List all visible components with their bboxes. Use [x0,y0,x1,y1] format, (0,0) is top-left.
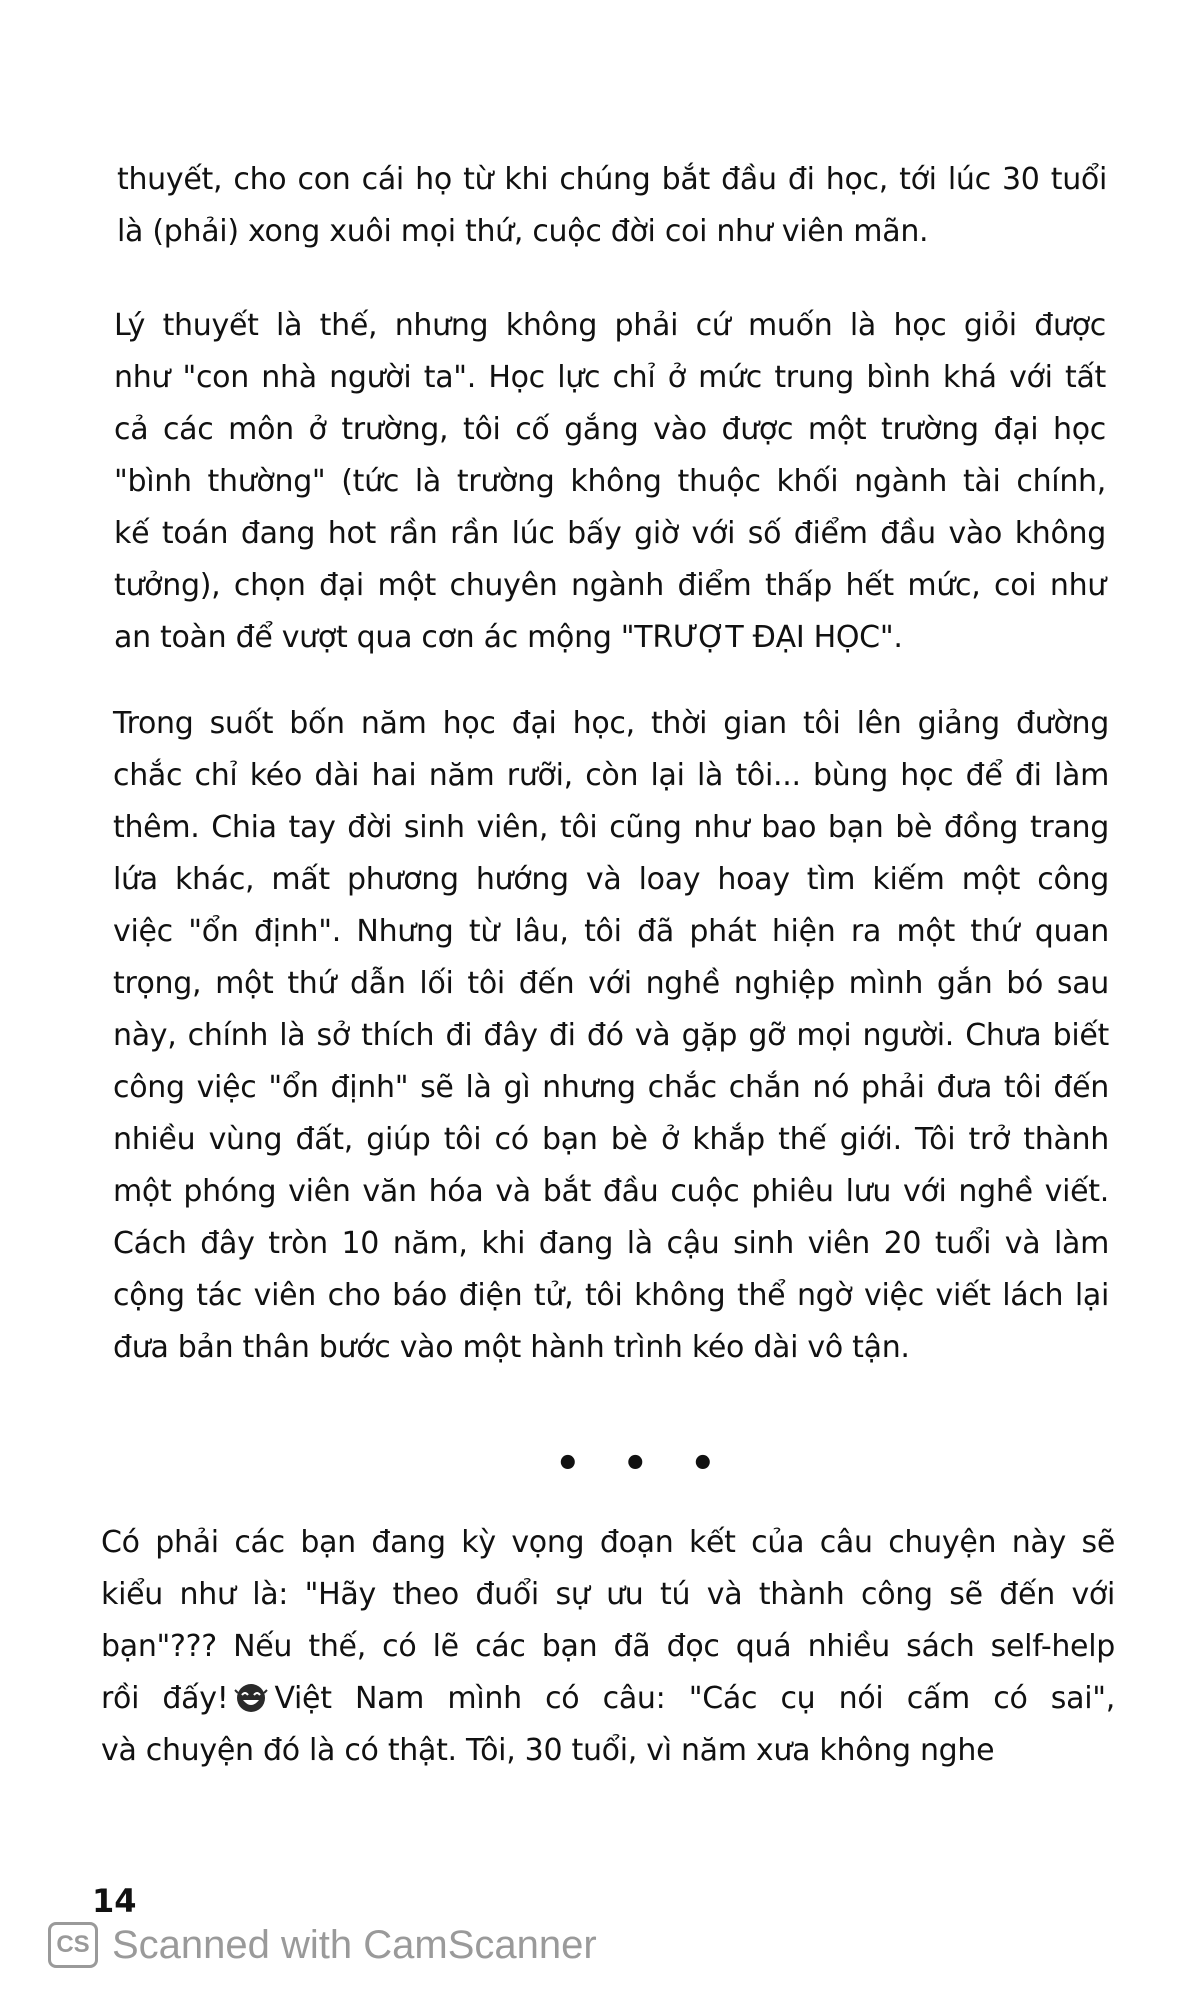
text-line: chắc chỉ kéo dài hai năm rưỡi, còn lại là tôi... bùng học để đi làm [113,758,1109,793]
paragraph-3 [113,698,1109,1374]
paragraph-4 [101,1517,1115,1777]
text-line: bạn"??? Nếu thế, có lẽ các bạn đã đọc quá nhiều sách self-help [101,1629,1115,1664]
text-line: Lý thuyết là thế, nhưng không phải cứ muốn là học giỏi được [114,308,1106,343]
text-line: là (phải) xong xuôi mọi thứ, cuộc đời coi như viên mãn. [117,214,929,249]
text-line: "bình thường" (tức là trường không thuộc khối ngành tài chính, [114,464,1106,499]
text-line: và chuyện đó là có thật. Tôi, 30 tuổi, vì năm xưa không nghe [101,1733,995,1768]
text-line: kiểu như là: "Hãy theo đuổi sự ưu tú và thành công sẽ đến với [101,1577,1115,1612]
text-line: công việc "ổn định" sẽ là gì nhưng chắc chắn nó phải đưa tôi đến [113,1070,1109,1105]
text-line: nhiều vùng đất, giúp tôi có bạn bè ở khắp thế giới. Tôi trở thành [113,1122,1109,1157]
text-segment: Việt Nam mình có câu: "Các cụ nói cấm có sai", [274,1681,1115,1716]
text-line: cả các môn ở trường, tôi cố gắng vào được một trường đại học [114,412,1106,447]
laughing-face-icon [234,1680,268,1714]
paragraph-2 [114,300,1106,664]
text-line: kế toán đang hot rần rần lúc bấy giờ với số điểm đầu vào không [114,516,1106,551]
text-line: an toàn để vượt qua cơn ác mộng "TRƯỢT ĐẠI HỌC". [114,620,903,655]
text-segment: rồi đấy! [101,1681,229,1716]
watermark-text: Scanned with CamScanner [112,1922,597,1967]
text-line: thêm. Chia tay đời sinh viên, tôi cũng như bao bạn bè đồng trang [113,810,1109,845]
scanner-watermark [48,1922,597,1968]
text-line: đưa bản thân bước vào một hành trình kéo dài vô tận. [113,1330,910,1365]
text-line: Trong suốt bốn năm học đại học, thời gian tôi lên giảng đường [113,706,1109,741]
text-line: lứa khác, mất phương hướng và loay hoay tìm kiếm một công [113,862,1109,897]
text-line: một phóng viên văn hóa và bắt đầu cuộc phiêu lưu với nghề viết. [113,1174,1109,1209]
text-line-with-emoji [101,1673,1115,1725]
text-line: như "con nhà người ta". Học lực chỉ ở mức trung bình khá với tất [114,360,1106,395]
text-line: Có phải các bạn đang kỳ vọng đoạn kết của câu chuyện này sẽ [101,1525,1115,1560]
paragraph-1 [117,154,1107,258]
text-line: cộng tác viên cho báo điện tử, tôi không thể ngờ việc viết lách lại [113,1278,1109,1313]
text-line: thuyết, cho con cái họ từ khi chúng bắt đầu đi học, tới lúc 30 tuổi [117,162,1107,197]
section-separator: • • • [555,1441,730,1487]
text-line: trọng, một thứ dẫn lối tôi đến với nghề nghiệp mình gắn bó sau [113,966,1109,1001]
camscanner-logo-icon: CS [48,1922,98,1968]
text-line: tưởng), chọn đại một chuyên ngành điểm thấp hết mức, coi như [114,568,1106,603]
text-line: việc "ổn định". Nhưng từ lâu, tôi đã phát hiện ra một thứ quan [113,914,1109,949]
page-number: 14 [92,1882,137,1920]
text-line: Cách đây tròn 10 năm, khi đang là cậu sinh viên 20 tuổi và làm [113,1226,1109,1261]
text-line: này, chính là sở thích đi đây đi đó và gặp gỡ mọi người. Chưa biết [113,1018,1109,1053]
